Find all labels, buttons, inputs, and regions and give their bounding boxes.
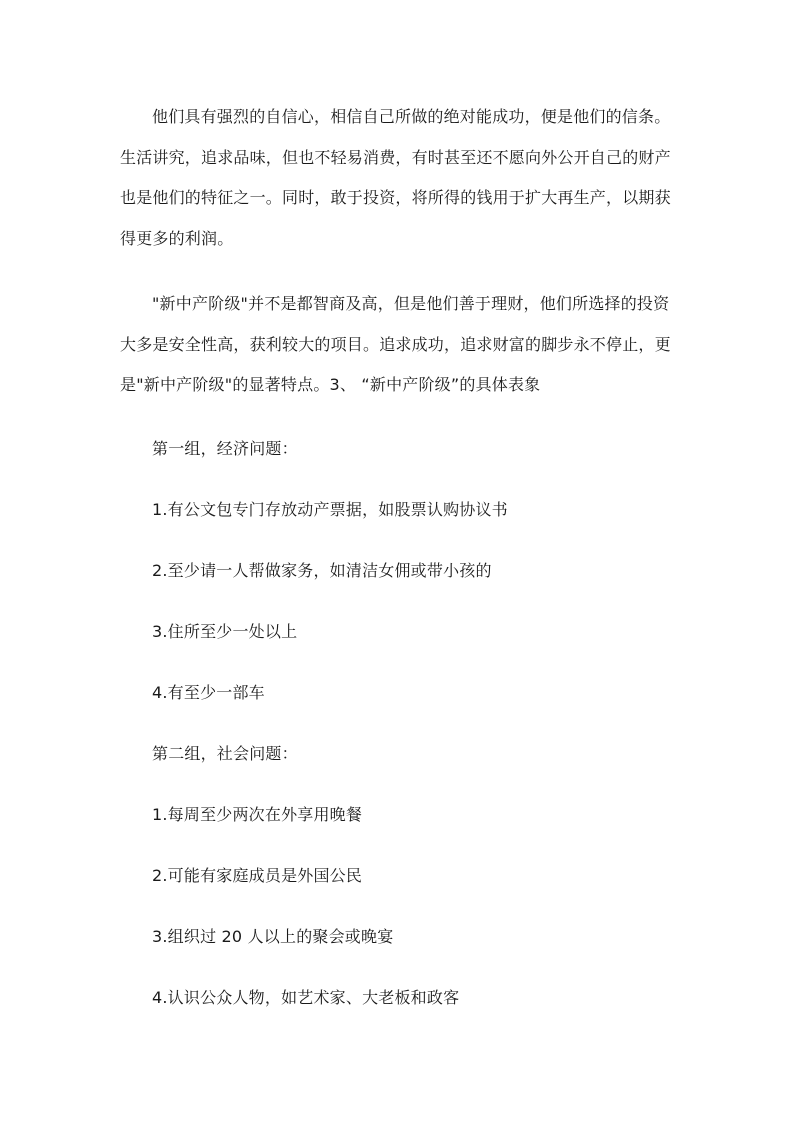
group-2-item-3: 3.组织过 20 人以上的聚会或晚宴 [152, 927, 394, 946]
group-2-item-2: 2.可能有家庭成员是外国公民 [152, 866, 363, 885]
group-1-item-3: 3.住所至少一处以上 [152, 622, 298, 641]
group-2-item-4: 4.认识公众人物，如艺术家、大老板和政客 [152, 988, 460, 1007]
group-1-item-4: 4.有至少一部车 [152, 683, 265, 702]
group-1-item-1: 1.有公文包专门存放动产票据，如股票认购协议书 [152, 500, 508, 519]
group-2-item-1: 1.每周至少两次在外享用晚餐 [152, 805, 363, 824]
paragraph-self-confidence: 他们具有强烈的自信心，相信自己所做的绝对能成功，便是他们的信条。生活讲究，追求品味，但也不轻易消费，有时甚至还不愿向外公开自己的财产也是他们的特征之一。同时，敢于投资，将所得的钱用于扩大再生产，以期获得更多的利润。 [120, 107, 671, 248]
group-1-item-2: 2.至少请一人帮做家务，如清洁女佣或带小孩的 [152, 561, 492, 580]
group-1-heading: 第一组，经济问题： [152, 439, 298, 458]
group-2-heading: 第二组，社会问题： [152, 744, 298, 763]
paragraph-financial-management: "新中产阶级"并不是都智商及高，但是他们善于理财，他们所选择的投资大多是安全性高，获利较大的项目。追求成功，追求财富的脚步永不停止，更是"新中产阶级"的显著特点。3、 “新中产阶级”的具体表象 [120, 294, 671, 394]
